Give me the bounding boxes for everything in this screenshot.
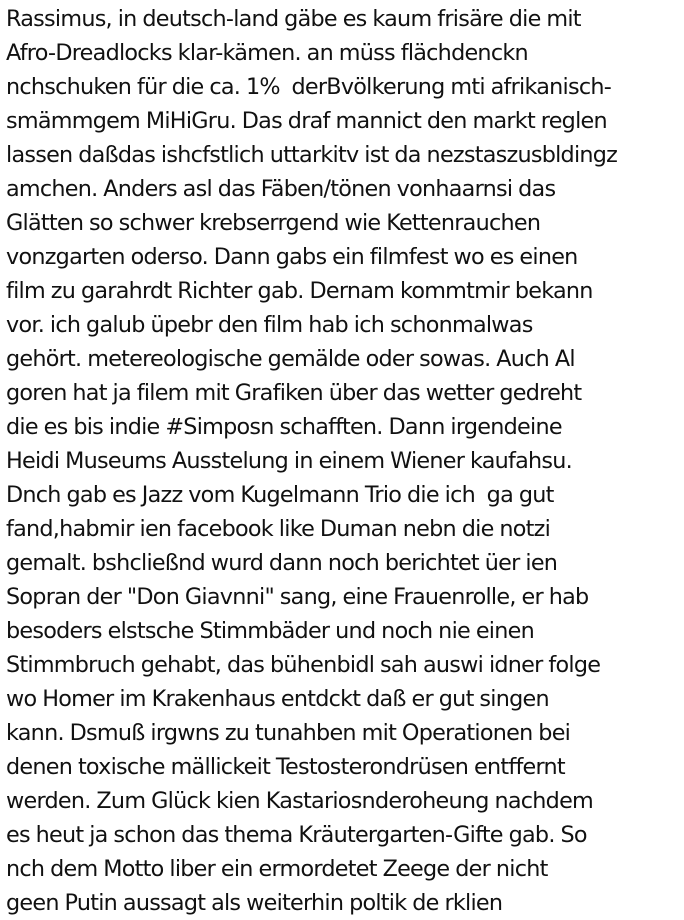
text-line: die es bis indie #Simposn schafften. Dann irgendeine	[6, 414, 562, 440]
text-line: vor. ich galub üpebr den film hab ich schonmalwas	[6, 312, 533, 338]
text-line: lassen daßdas ishcfstlich uttarkitv ist da nezstaszusbldingz	[6, 142, 618, 168]
text-line: Stimmbruch gehabt, das bühenbidl sah auswi idner folge	[6, 652, 601, 678]
text-line: gehört. metereologische gemälde oder sowas. Auch Al	[6, 346, 575, 372]
text-line: denen toxische mällickeit Testosterondrüsen entffernt	[6, 754, 565, 780]
text-line: Rassimus, in deutsch-land gäbe es kaum frisäre die mit	[6, 6, 581, 32]
text-line: nchschuken für die ca. 1% derBvölkerung mti afrikanisch-	[6, 74, 612, 100]
text-line: werden. Zum Glück kien Kastariosnderoheung nachdem	[6, 788, 594, 814]
text-line: vonzgarten oderso. Dann gabs ein filmfest wo es einen	[6, 244, 578, 270]
text-line: geen Putin aussagt als weiterhin poltik de rklien	[6, 890, 503, 916]
text-line: es heut ja schon das thema Kräutergarten-Gifte gab. So	[6, 822, 587, 848]
text-line: wo Homer im Krakenhaus entdckt daß er gut singen	[6, 686, 549, 712]
text-line: fand,habmir ien facebook like Duman nebn die notzi	[6, 516, 551, 542]
text-line: amchen. Anders asl das Fäben/tönen vonhaarnsi das	[6, 176, 556, 202]
text-line: film zu garahrdt Richter gab. Dernam kommtmir bekann	[6, 278, 593, 304]
text-line: kann. Dsmuß irgwns zu tunahben mit Operationen bei	[6, 720, 571, 746]
text-line: besoders elstsche Stimmbäder und noch nie einen	[6, 618, 534, 644]
text-line: Afro-Dreadlocks klar-kämen. an müss flächdenckn	[6, 40, 528, 66]
text-line: Heidi Museums Ausstelung in einem Wiener kaufahsu.	[6, 448, 573, 474]
text-line: Sopran der "Don Giavnni" sang, eine Frauenrolle, er hab	[6, 584, 589, 610]
text-line: gemalt. bshcließnd wurd dann noch berichtet üer ien	[6, 550, 558, 576]
text-line: goren hat ja filem mit Grafiken über das wetter gedreht	[6, 380, 582, 406]
text-line: smämmgem MiHiGru. Das draf mannict den markt reglen	[6, 108, 607, 134]
text-line: Glätten so schwer krebserrgend wie Kettenrauchen	[6, 210, 541, 236]
text-line: nch dem Motto liber ein ermordetet Zeege der nicht	[6, 856, 548, 882]
text-line: Dnch gab es Jazz vom Kugelmann Trio die ich ga gut	[6, 482, 554, 508]
document-page	[6, 0, 684, 920]
